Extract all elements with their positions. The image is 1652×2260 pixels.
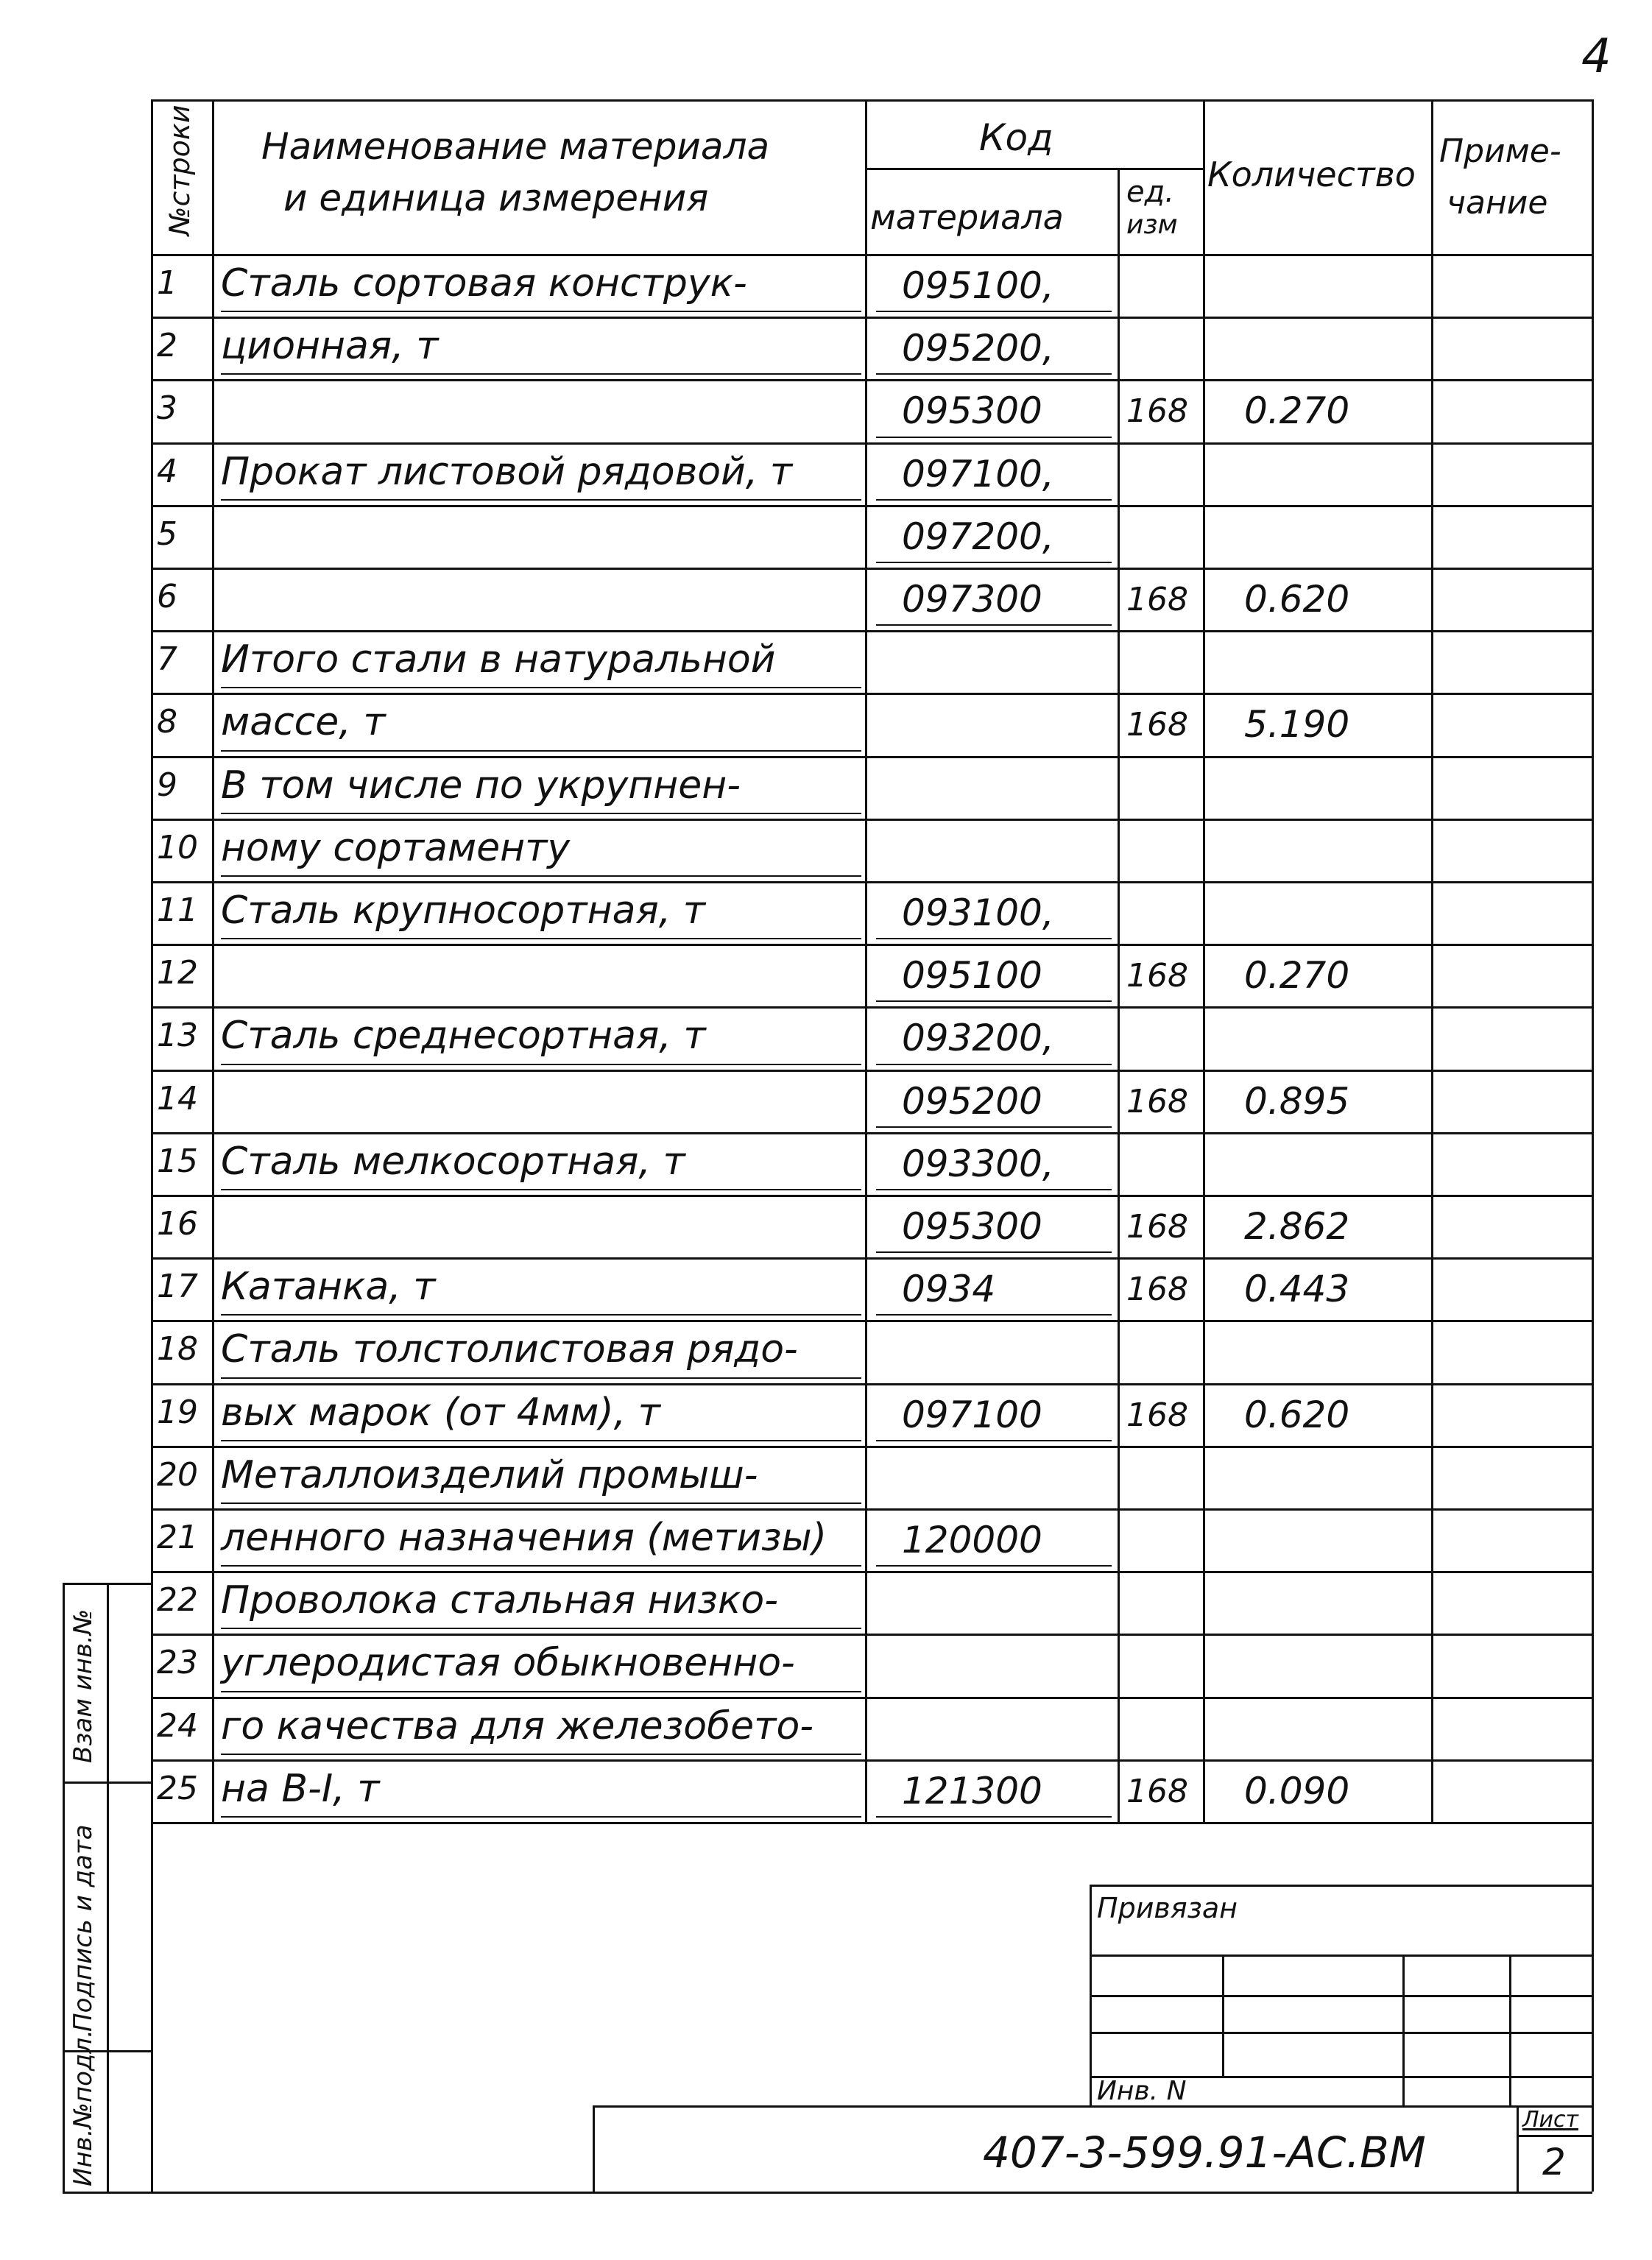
row-number: 21 [157, 1519, 198, 1556]
sheet-label: Лист [1522, 2107, 1579, 2133]
code-underline [876, 437, 1112, 438]
page-number: 4 [1581, 29, 1612, 84]
unit-code: 168 [1126, 706, 1188, 744]
name-underline [221, 813, 861, 814]
material-code: 095200, [902, 327, 1054, 370]
material-code: 095100, [902, 264, 1054, 307]
quantity-value: 5.190 [1244, 703, 1350, 746]
material-name: Итого стали в натуральной [221, 638, 776, 682]
material-code: 095300 [902, 1205, 1042, 1248]
row-number: 18 [157, 1330, 198, 1368]
stamp-attached-label: Привязан [1097, 1892, 1238, 1924]
header-code-unit-line2: изм [1126, 210, 1178, 240]
row-number: 14 [157, 1080, 198, 1117]
code-underline [876, 1314, 1112, 1316]
quantity-value: 2.862 [1244, 1205, 1350, 1248]
quantity-value: 0.090 [1244, 1770, 1350, 1812]
row-number: 2 [157, 327, 177, 364]
side-label-replacement: Взам инв.№ [68, 1609, 98, 1763]
material-name: углеродистая обыкновенно- [221, 1641, 795, 1685]
material-name: Сталь крупносортная, т [221, 889, 706, 933]
name-underline [221, 875, 861, 877]
header-note-line2: чание [1447, 184, 1548, 222]
material-code: 120000 [902, 1519, 1042, 1561]
material-name: вых марок (от 4мм), т [221, 1391, 660, 1435]
code-underline [876, 562, 1112, 563]
name-underline [221, 1064, 861, 1065]
name-underline [221, 373, 861, 375]
document-code: 407-3-599.91-АС.ВМ [983, 2127, 1426, 2178]
name-underline [221, 1502, 861, 1504]
code-underline [876, 1251, 1112, 1253]
unit-code: 168 [1126, 1208, 1188, 1246]
row-number: 19 [157, 1394, 198, 1431]
code-underline [876, 311, 1112, 312]
header-name-line1: Наименование материала [261, 125, 770, 168]
code-underline [876, 1064, 1112, 1065]
header-name-line2: и единица измерения [283, 177, 709, 219]
material-name: ному сортаменту [221, 826, 571, 870]
row-number: 9 [157, 766, 177, 804]
name-underline [221, 750, 861, 752]
header-quantity: Количество [1207, 155, 1416, 194]
unit-code: 168 [1126, 1271, 1188, 1308]
material-name: Прокат листовой рядовой, т [221, 450, 793, 494]
row-number: 3 [157, 389, 177, 427]
material-name: Проволока стальная низко- [221, 1578, 778, 1622]
code-underline [876, 1816, 1112, 1818]
unit-code: 168 [1126, 581, 1188, 618]
material-name: массе, т [221, 700, 386, 744]
unit-code: 168 [1126, 1083, 1188, 1120]
side-label-original-inv: Инв.№подл. [68, 2030, 98, 2186]
material-code: 095200 [902, 1080, 1042, 1123]
material-name: го качества для железобето- [221, 1704, 814, 1748]
material-name: Сталь мелкосортная, т [221, 1140, 685, 1184]
row-number: 13 [157, 1017, 198, 1054]
material-code: 093300, [902, 1143, 1054, 1185]
quantity-value: 0.620 [1244, 1394, 1350, 1436]
material-name: ленного назначения (метизы) [221, 1516, 827, 1560]
name-underline [221, 938, 861, 939]
name-underline [221, 1691, 861, 1692]
code-underline [876, 624, 1112, 626]
material-code: 0934 [902, 1268, 996, 1310]
row-number: 24 [157, 1707, 198, 1745]
row-number: 17 [157, 1268, 198, 1305]
row-number: 15 [157, 1143, 198, 1180]
material-code: 095100 [902, 954, 1042, 997]
name-underline [221, 1377, 861, 1379]
name-underline [221, 1628, 861, 1629]
name-underline [221, 311, 861, 312]
unit-code: 168 [1126, 392, 1188, 430]
code-underline [876, 1565, 1112, 1567]
material-name: Металлоизделий промыш- [221, 1453, 758, 1497]
material-code: 121300 [902, 1770, 1042, 1812]
quantity-value: 0.620 [1244, 578, 1350, 621]
header-code-unit-line1: ед. [1126, 175, 1174, 209]
quantity-value: 0.270 [1244, 954, 1350, 997]
material-name: В том числе по укрупнен- [221, 763, 741, 808]
material-name: ционная, т [221, 324, 439, 368]
row-number: 25 [157, 1770, 198, 1807]
name-underline [221, 687, 861, 688]
name-underline [221, 499, 861, 501]
row-number: 1 [157, 264, 177, 302]
side-label-signature: Подпись и дата [68, 1824, 98, 2032]
row-number: 20 [157, 1456, 198, 1494]
row-number: 10 [157, 829, 198, 866]
row-number: 22 [157, 1581, 198, 1619]
stamp-inv-number-label: Инв. N [1097, 2076, 1187, 2106]
material-code: 095300 [902, 389, 1042, 432]
material-code: 093200, [902, 1017, 1054, 1059]
name-underline [221, 1754, 861, 1755]
unit-code: 168 [1126, 957, 1188, 995]
unit-code: 168 [1126, 1773, 1188, 1810]
quantity-value: 0.443 [1244, 1268, 1350, 1310]
quantity-value: 0.895 [1244, 1080, 1350, 1123]
row-number: 12 [157, 954, 198, 992]
code-underline [876, 1440, 1112, 1441]
code-underline [876, 1126, 1112, 1128]
material-code: 097300 [902, 578, 1042, 621]
code-underline [876, 499, 1112, 501]
material-name: на В-I, т [221, 1767, 380, 1811]
row-number: 8 [157, 703, 177, 741]
header-code: Код [979, 116, 1053, 159]
row-number: 7 [157, 640, 177, 678]
name-underline [221, 1189, 861, 1190]
row-number: 4 [157, 453, 177, 490]
material-name: Катанка, т [221, 1265, 436, 1309]
code-underline [876, 1000, 1112, 1002]
header-note-line1: Приме- [1439, 133, 1561, 170]
code-underline [876, 1189, 1112, 1190]
row-number: 16 [157, 1205, 198, 1243]
name-underline [221, 1314, 861, 1316]
quantity-value: 0.270 [1244, 389, 1350, 432]
name-underline [221, 1565, 861, 1567]
material-name: Сталь среднесортная, т [221, 1014, 706, 1058]
row-number: 5 [157, 515, 177, 553]
unit-code: 168 [1126, 1396, 1188, 1434]
row-number: 6 [157, 578, 177, 615]
material-code: 093100, [902, 891, 1054, 934]
name-underline [221, 1816, 861, 1818]
code-underline [876, 373, 1112, 375]
material-name: Сталь сортовая конструк- [221, 261, 747, 306]
material-code: 097200, [902, 515, 1054, 558]
name-underline [221, 1440, 861, 1441]
code-underline [876, 938, 1112, 939]
material-code: 097100, [902, 453, 1054, 495]
row-number: 11 [157, 891, 198, 929]
header-row-number: №строки [163, 105, 196, 236]
sheet-number: 2 [1542, 2141, 1566, 2183]
row-number: 23 [157, 1644, 198, 1681]
material-name: Сталь толстолистовая рядо- [221, 1327, 798, 1371]
material-code: 097100 [902, 1394, 1042, 1436]
header-code-material: материала [870, 197, 1064, 237]
